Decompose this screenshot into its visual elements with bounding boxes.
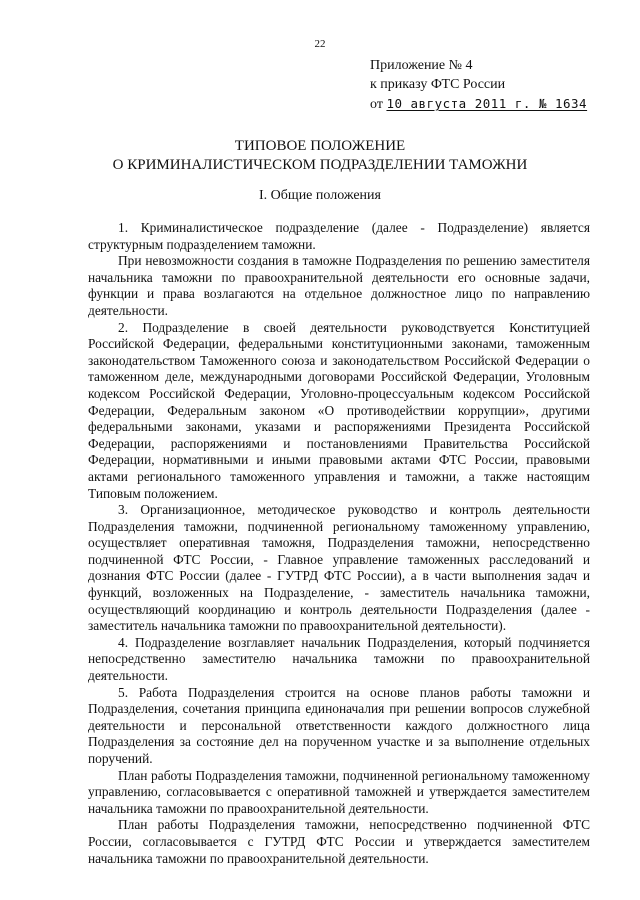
paragraph: 5. Работа Подразделения строится на основе планов работы таможни и Подразделения, сочетания принципа единоначалия при решении вопросов служебной деятельности и персональной ответственности каждого должностного лица Подразделения за состояние дел на порученном участке и за выполнение отдельных поручений. <box>88 684 590 766</box>
appendix-number: Приложение № 4 <box>370 58 473 73</box>
title-line-2: О КРИМИНАЛИСТИЧЕСКОМ ПОДРАЗДЕЛЕНИИ ТАМОЖНИ <box>112 157 528 173</box>
document-title <box>0 137 640 175</box>
order-date-prefix: от <box>370 97 387 112</box>
page-number: 22 <box>314 38 326 50</box>
appendix-block <box>370 56 620 114</box>
paragraph: 1. Криминалистическое подразделение (далее - Подразделение) является структурным подразделением таможни. <box>88 220 590 252</box>
appendix-order-reference: к приказу ФТС России <box>370 77 506 92</box>
order-date-number: 10 августа 2011 г. № 1634 <box>386 96 588 111</box>
document-body <box>88 220 590 867</box>
paragraph: 4. Подразделение возглавляет начальник Подразделения, который подчиняется непосредственно заместителю начальника таможни по правоохранительной деятельности. <box>88 634 590 684</box>
paragraph: План работы Подразделения таможни, подчиненной региональному таможенному управлению, согласовывается с оперативной таможней и утверждается заместителем начальника таможни по правоохранительной деятельности. <box>88 767 590 816</box>
section-heading: I. Общие положения <box>259 188 381 203</box>
paragraph: 2. Подразделение в своей деятельности руководствуется Конституцией Российской Федерации, федеральными конституционными законами, таможенным законодательством Таможенного союза и законодательством Российской Федерации о таможенном деле, международными договорами Российской Федерации, Уголовным кодексом Российской Федерации, Уголовно-процессуальным кодексом Российской Федерации, Федеральным законом «О противодействии коррупции», другими федеральными законами, указами и распоряжениями Президента Российской Федерации, распоряжениями и постановлениями Правительства Российской Федерации, нормативными и иными правовыми актами ФТС России, правовыми актами регионального таможенного управления и таможни, а также настоящим Типовым положением. <box>88 319 590 501</box>
appendix-order-date <box>370 94 620 114</box>
title-line-1: ТИПОВОЕ ПОЛОЖЕНИЕ <box>234 138 406 154</box>
paragraph: План работы Подразделения таможни, непосредственно подчиненной ФТС России, согласовывается с ГУТРД ФТС России и утверждается заместителем начальника таможни по правоохранительной деятельности. <box>88 817 590 866</box>
paragraph: 3. Организационное, методическое руководство и контроль деятельности Подразделения таможни, подчиненной региональному таможенному управлению, осуществляет оперативная таможня, Подразделения таможни, непосредственно подчиненной ФТС России, - Главное управление таможенных расследований и дознания ФТС России (далее - ГУТРД ФТС России), а в части выполнения задач и функций, возложенных на Подразделение, - заместитель начальника таможни, осуществляющий координацию и контроль деятельности Подразделения (далее - заместитель начальника таможни по правоохранительной деятельности). <box>88 502 590 634</box>
paragraph: При невозможности создания в таможне Подразделения по решению заместителя начальника таможни по правоохранительной деятельности его основные задачи, функции и права возлагаются на отдельное должностное лицо по направлению деятельности. <box>88 253 590 318</box>
